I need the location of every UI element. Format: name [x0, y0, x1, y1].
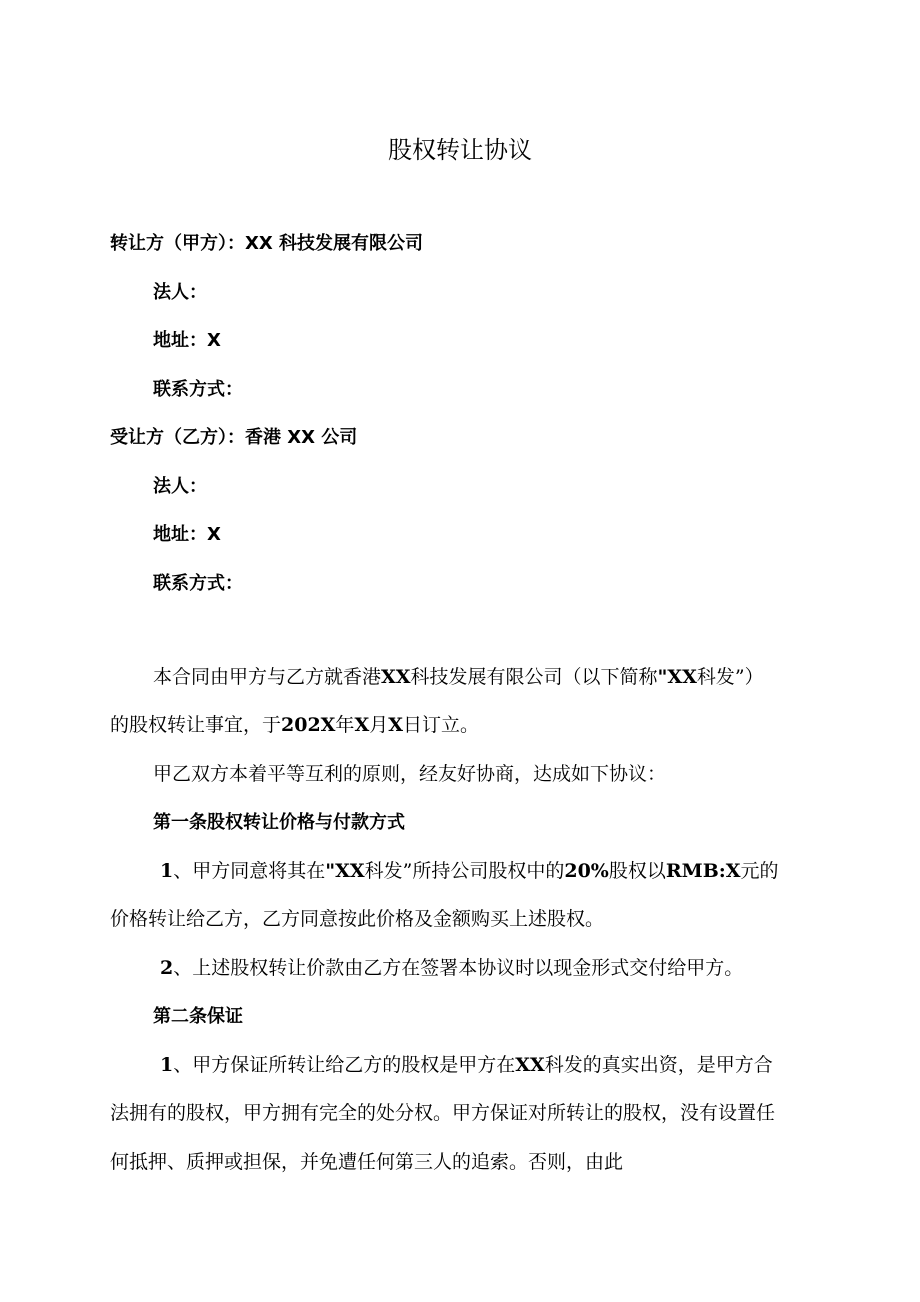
- article-2-item-1-line-1: 1、甲方保证所转让给乙方的股权是甲方在XX科发的真实出资，是甲方合: [160, 1054, 773, 1076]
- transferee-contact: 联系方式：: [153, 573, 243, 594]
- article-1-item-2: 2、上述股权转让价款由乙方在签署本协议时以现金形式交付给甲方。: [160, 957, 744, 979]
- transferor-legal-person: 法人：: [153, 282, 207, 303]
- transferee-heading: 受让方（乙方）：香港 XX 公司: [110, 427, 358, 448]
- transferor-contact: 联系方式：: [153, 379, 243, 400]
- intro-paragraph-line-2: 的股权转让事宜，于202X年X月X日订立。: [110, 714, 479, 736]
- article-1-item-1-line-2: 价格转让给乙方，乙方同意按此价格及金额购买上述股权。: [110, 908, 605, 930]
- article-1-heading: 第一条股权转让价格与付款方式: [153, 812, 405, 833]
- intro-paragraph-2: 甲乙双方本着平等互利的原则，经友好协商，达成如下协议：: [153, 763, 667, 785]
- article-2-item-1-line-3: 何抵押、质押或担保，并免遭任何第三人的追索。否则，由此: [110, 1151, 624, 1173]
- document-title: 股权转让协议: [388, 136, 532, 164]
- article-2-item-1-line-2: 法拥有的股权，甲方拥有完全的处分权。甲方保证对所转让的股权，没有设置任: [110, 1102, 776, 1124]
- transferor-heading: 转让方（甲方）：XX 科技发展有限公司: [110, 233, 424, 254]
- intro-paragraph-line-1: 本合同由甲方与乙方就香港XX科技发展有限公司（以下简称"XX科发”）: [153, 666, 764, 688]
- article-2-heading: 第二条保证: [153, 1006, 243, 1027]
- transferor-address: 地址：X: [153, 330, 221, 351]
- transferee-legal-person: 法人：: [153, 476, 207, 497]
- transferee-address: 地址：X: [153, 524, 221, 545]
- article-1-item-1-line-1: 1、甲方同意将其在"XX科发”所持公司股权中的20%股权以RMB:X元的: [160, 860, 779, 882]
